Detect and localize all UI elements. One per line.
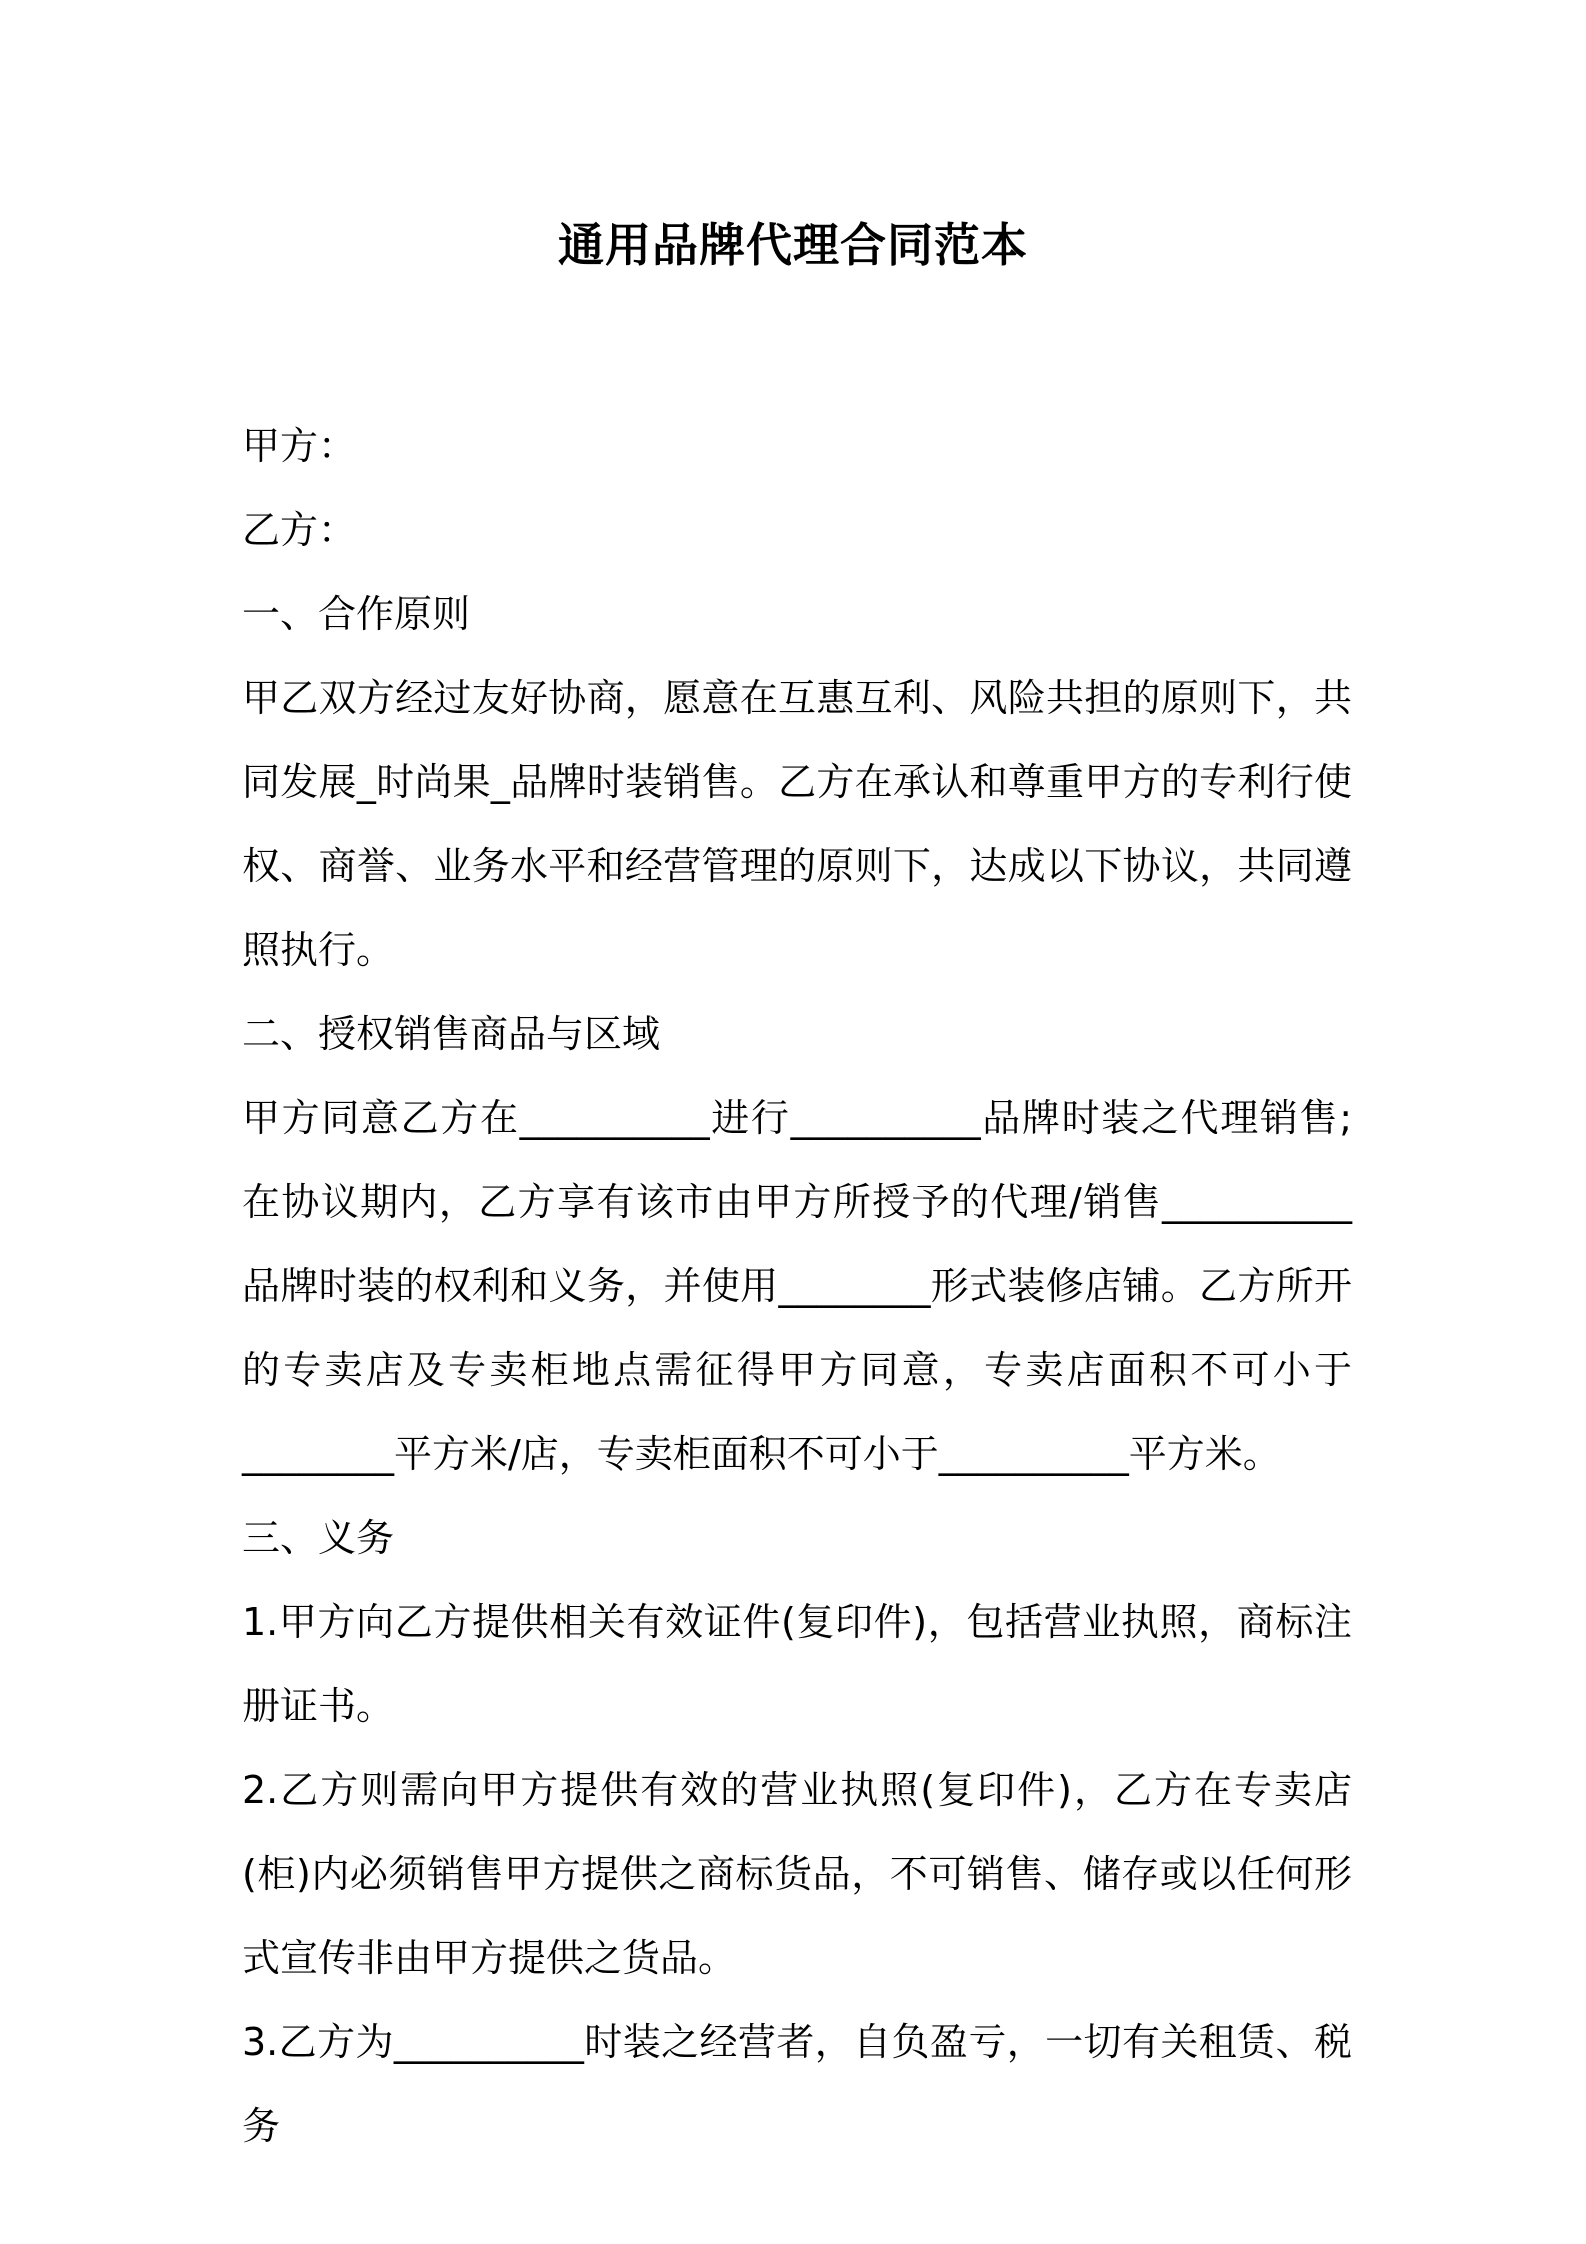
- party-b-label: 乙方：: [242, 508, 357, 552]
- section-2-paragraph: 甲方同意乙方在__________进行__________品牌时装之代理销售;在协议期内，乙方享有该市由甲方所授予的代理/销售__________品牌时装的权利和义务，并使用________形式装修店铺。乙方所开的专卖店及专卖柜地点需征得甲方同意，专卖店面积不可小于________平方米/店，专卖柜面积不可小于__________平方米。: [242, 1096, 1352, 1476]
- obligation-item-3: 3.乙方为__________时装之经营者，自负盈亏，一切有关租赁、税务: [242, 2020, 1352, 2148]
- section-2-heading: 二、授权销售商品与区域: [242, 1012, 661, 1056]
- obligation-item-2: 2.乙方则需向甲方提供有效的营业执照(复印件)，乙方在专卖店(柜)内必须销售甲方提供之商标货品，不可销售、储存或以任何形式宣传非由甲方提供之货品。: [242, 1768, 1352, 1980]
- section-1-heading: 一、合作原则: [242, 592, 471, 636]
- document-title: 通用品牌代理合同范本: [558, 218, 1028, 272]
- document-body: [242, 404, 1352, 2168]
- section-3-heading: 三、义务: [242, 1516, 395, 1560]
- party-a-label: 甲方：: [242, 424, 357, 468]
- section-1-paragraph: 甲乙双方经过友好协商，愿意在互惠互利、风险共担的原则下，共同发展_时尚果_品牌时装销售。乙方在承认和尊重甲方的专利行使权、商誉、业务水平和经营管理的原则下，达成以下协议，共同遵照执行。: [242, 676, 1352, 972]
- obligation-item-1: 1.甲方向乙方提供相关有效证件(复印件)，包括营业执照，商标注册证书。: [242, 1600, 1352, 1728]
